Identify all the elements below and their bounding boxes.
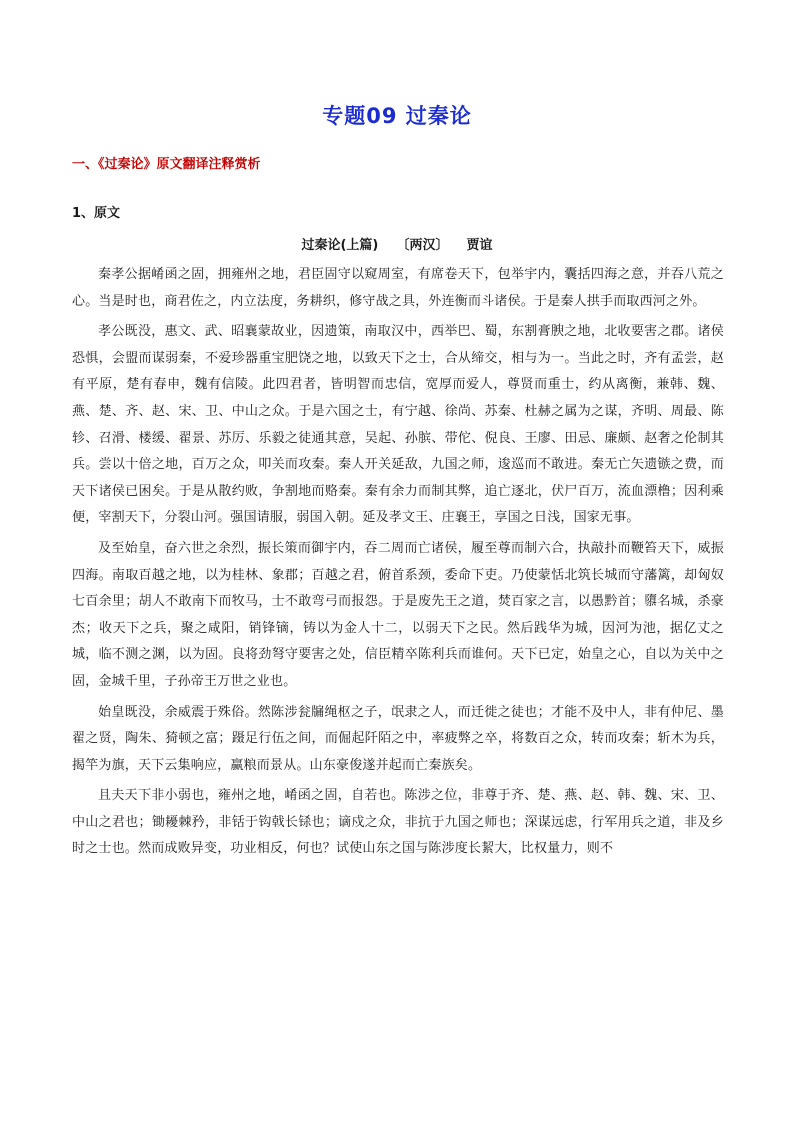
section-heading: 一、《过秦论》原文翻译注释赏析 <box>72 157 261 172</box>
document-title: 专题09 过秦论 <box>322 104 472 128</box>
paragraph: 秦孝公据崤函之固，拥雍州之地，君臣固守以窥周室，有席卷天下，包举宇内，囊括四海之意，并吞八荒之心。当是时也，商君佐之，内立法度，务耕织，修守战之具，外连衡而斗诸侯。于是秦人拱手而取西河之外。 <box>72 267 724 309</box>
body-text <box>72 262 724 867</box>
paragraph: 及至始皇，奋六世之余烈，振长策而御宇内，吞二周而亡诸侯，履至尊而制六合，执敲扑而鞭笞天下，威振四海。南取百越之地，以为桂林、象郡；百越之君，俯首系颈，委命下吏。乃使蒙恬北筑长城而守藩篱，却匈奴七百余里；胡人不敢南下而牧马，士不敢弯弓而报怨。于是废先王之道，焚百家之言，以愚黔首；隳名城，杀豪杰；收天下之兵，聚之咸阳，销锋镝，铸以为金人十二，以弱天下之民。然后践华为城，因河为池，据亿丈之城，临不测之渊，以为固。良将劲弩守要害之处，信臣精卒陈利兵而谁何。天下已定，始皇之心，自以为关中之固，金城千里，子孙帝王万世之业也。 <box>72 540 724 689</box>
sub-heading: 1、原文 <box>72 206 121 221</box>
paragraph: 孝公既没，惠文、武、昭襄蒙故业，因遗策，南取汉中，西举巴、蜀，东割膏腴之地，北收要害之郡。诸侯恐惧，会盟而谋弱秦，不爱珍器重宝肥饶之地，以致天下之士，合从缔交，相与为一。当此之时，齐有孟尝，赵有平原，楚有春申，魏有信陵。此四君者，皆明智而忠信，宽厚而爱人，尊贤而重士，约从离衡，兼韩、魏、燕、楚、齐、赵、宋、卫、中山之众。于是六国之士，有宁越、徐尚、苏秦、杜赫之属为之谋，齐明、周最、陈轸、召滑、楼缓、翟景、苏厉、乐毅之徒通其意，吴起、孙膑、带佗、倪良、王廖、田忌、廉颇、赵奢之伦制其兵。尝以十倍之地，百万之众，叩关而攻秦。秦人开关延敌，九国之师，逡巡而不敢进。秦无亡矢遗镞之费，而天下诸侯已困矣。于是从散约败，争割地而赂秦。秦有余力而制其弊，追亡逐北，伏尸百万，流血漂橹；因利乘便，宰割天下，分裂山河。强国请服，弱国入朝。延及孝文王、庄襄王，享国之日浅，国家无事。 <box>72 324 724 526</box>
paragraph: 且夫天下非小弱也，雍州之地，崤函之固，自若也。陈涉之位，非尊于齐、楚、燕、赵、韩、魏、宋、卫、中山之君也；锄耰棘矜，非铦于钩戟长铩也；谪戍之众，非抗于九国之师也；深谋远虑，行军用兵之道，非及乡时之士也。然而成败异变，功业相反，何也？试使山东之国与陈涉度长絜大，比权量力，则不 <box>72 788 724 857</box>
work-title: 过秦论(上篇) 〔两汉〕 贾谊 <box>301 238 493 253</box>
paragraph: 始皇既没，余威震于殊俗。然陈涉瓮牖绳枢之子，氓隶之人，而迁徙之徒也；才能不及中人，非有仲尼、墨翟之贤，陶朱、猗顿之富；蹑足行伍之间，而倔起阡陌之中，率疲弊之卒，将数百之众，转而攻秦；斩木为兵，揭竿为旗，天下云集响应，赢粮而景从。山东豪俊遂并起而亡秦族矣。 <box>72 704 724 773</box>
